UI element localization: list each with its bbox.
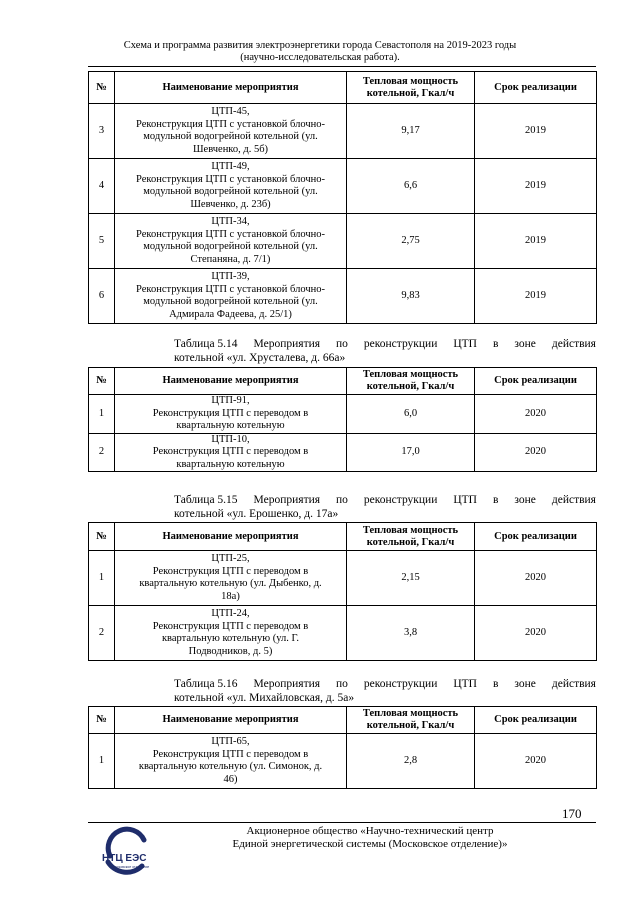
cell-number: 4 [89,159,115,214]
logo-subtext: Московское отделение [112,865,150,869]
cell-name-line: 18а) [221,590,240,602]
cell-number: 5 [89,214,115,269]
caption-table-5-15 [174,493,596,521]
caption-table-5-16 [174,677,596,705]
cell-name-line: Степаняна, д. 7/1) [190,253,271,265]
column-header-power: Тепловая мощность котельной, Гкал/ч [347,72,475,104]
cell-name-line: Реконструкция ЦТП с установкой блочно- [136,228,325,240]
cell-name-line: ЦТП-65, [211,736,250,747]
cell-name-line: Реконструкция ЦТП с установкой блочно- [136,173,325,185]
header-line-2: (научно-исследовательская работа). [240,52,400,63]
cell-name-line: Реконструкция ЦТП с переводом в [152,446,309,457]
caption-line-2: котельной «ул. Михайловская, д. 5а» [174,692,355,704]
caption-word: реконструкции [363,338,438,350]
caption-word: в [492,494,499,506]
cell-number: 1 [89,734,115,789]
cell-number: 2 [89,433,115,472]
cell-name-line: ЦТП-45, [211,106,250,117]
table-5-14 [88,367,597,472]
cell-power: 3,8 [347,606,475,661]
column-header-power: Тепловая мощность котельной, Гкал/ч [347,523,475,551]
cell-name-line: Подводников, д. 5) [188,645,273,657]
caption-word: ЦТП [453,678,477,690]
column-header-name: Наименование мероприятия [115,523,347,551]
cell-name-line: ЦТП-24, [211,608,250,619]
cell-name [115,104,347,159]
column-header-number: № [89,707,115,734]
cell-power: 6,6 [347,159,475,214]
table-5-15 [88,522,597,661]
table-header-row [89,707,597,734]
cell-name [115,395,347,434]
ntc-ees-logo-icon [96,826,168,878]
table-row [89,551,597,606]
cell-name-line: ЦТП-34, [211,216,250,227]
cell-number: 1 [89,395,115,434]
caption-word: ЦТП [453,338,477,350]
caption-word: зоне [514,678,536,690]
column-header-term: Срок реализации [475,72,597,104]
footer-line-2: Единой энергетической системы (Московское отделение)» [232,838,508,850]
cell-power: 2,8 [347,734,475,789]
cell-term: 2019 [475,214,597,269]
cell-name [115,269,347,324]
cell-name-line: Реконструкция ЦТП с переводом в [152,620,309,632]
footer-rule [88,822,596,823]
column-header-number: № [89,523,115,551]
footer-line-1: Акционерное общество «Научно-технический центр [246,825,494,837]
caption-word: Таблица 5.16 [174,678,238,690]
cell-term: 2019 [475,159,597,214]
caption-word: в [492,678,499,690]
cell-name-line: Реконструкция ЦТП с переводом в [152,565,309,577]
caption-word: в [492,338,499,350]
cell-name-line: модульной водогрейной котельной (ул. [143,131,318,142]
caption-word: действия [551,494,596,506]
cell-name-line: ЦТП-25, [211,553,250,564]
page-number: 170 [562,806,582,821]
column-header-name: Наименование мероприятия [115,72,347,104]
caption-word: реконструкции [363,494,438,506]
column-header-term: Срок реализации [475,523,597,551]
cell-name-line: Реконструкция ЦТП с переводом в [152,748,309,760]
caption-word: действия [551,338,596,350]
table-header-row [89,523,597,551]
cell-power: 2,75 [347,214,475,269]
page-footer [200,825,540,851]
cell-power: 2,15 [347,551,475,606]
caption-word: Таблица 5.15 [174,494,238,506]
column-header-number: № [89,368,115,395]
table-row [89,269,597,324]
cell-name-line: квартальную котельную (ул. Дыбенко, д. [139,578,322,589]
cell-number: 6 [89,269,115,324]
cell-name [115,159,347,214]
column-header-name: Наименование мероприятия [115,707,347,734]
column-header-name: Наименование мероприятия [115,368,347,395]
header-rule [88,66,596,67]
table-row [89,159,597,214]
caption-word: по [336,494,348,506]
cell-power: 17,0 [347,433,475,472]
cell-name-line: модульной водогрейной котельной (ул. [143,241,318,252]
caption-line-2: котельной «ул. Ерошенко, д. 17а» [174,508,339,520]
caption-word: действия [551,678,596,690]
cell-name-line: модульной водогрейной котельной (ул. [143,296,318,307]
cell-number: 3 [89,104,115,159]
cell-name-line: Шевченко, д. 23б) [190,198,271,210]
page-header [0,40,640,64]
cell-term: 2020 [475,395,597,434]
cell-name [115,606,347,661]
column-header-power: Тепловая мощность котельной, Гкал/ч [347,368,475,395]
caption-word: Мероприятия [253,338,321,350]
cell-name-line: квартальную котельную (ул. Г. [161,633,300,644]
cell-name-line: Шевченко, д. 5б) [192,143,269,155]
caption-line-1 [174,677,596,691]
cell-name-line: ЦТП-91, [211,395,250,406]
cell-name-line: Адмирала Фадеева, д. 25/1) [169,308,292,320]
cell-name [115,551,347,606]
caption-line-2: котельной «ул. Хрусталева, д. 66а» [174,352,346,364]
cell-name-line: Реконструкция ЦТП с установкой блочно- [136,283,325,295]
table-row [89,395,597,434]
cell-name-line: квартальную котельную (ул. Симонок, д. [138,761,323,772]
cell-term: 2019 [475,104,597,159]
table-row [89,433,597,472]
table-row [89,214,597,269]
cell-name-line: Реконструкция ЦТП с переводом в [152,407,309,419]
cell-name [115,734,347,789]
caption-word: по [336,338,348,350]
caption-table-5-14 [174,337,596,365]
cell-term: 2020 [475,551,597,606]
cell-term: 2020 [475,734,597,789]
cell-term: 2020 [475,606,597,661]
caption-word: Мероприятия [253,494,321,506]
table-continued [88,71,597,324]
header-line-1: Схема и программа развития электроэнергетики города Севастополя на 2019-2023 годы [123,40,517,51]
logo-text: НТЦ ЕЭС [102,853,147,864]
caption-word: реконструкции [363,678,438,690]
caption-word: Мероприятия [253,678,321,690]
cell-number: 2 [89,606,115,661]
caption-word: по [336,678,348,690]
cell-name [115,433,347,472]
column-header-term: Срок реализации [475,368,597,395]
cell-name [115,214,347,269]
cell-number: 1 [89,551,115,606]
table-header-row [89,368,597,395]
table-header-row [89,72,597,104]
caption-line-1 [174,493,596,507]
cell-name-line: модульной водогрейной котельной (ул. [143,186,318,197]
caption-word: ЦТП [453,494,477,506]
table-row [89,606,597,661]
cell-name-line: ЦТП-39, [211,271,250,282]
cell-name-line: 46) [223,773,238,785]
cell-power: 9,17 [347,104,475,159]
caption-word: Таблица 5.14 [174,338,238,350]
table-row [89,734,597,789]
column-header-number: № [89,72,115,104]
caption-line-1 [174,337,596,351]
cell-name-line: Реконструкция ЦТП с установкой блочно- [136,118,325,130]
cell-name-line: квартальную котельную [176,420,285,431]
table-row [89,104,597,159]
caption-word: зоне [514,494,536,506]
table-5-16 [88,706,597,789]
column-header-term: Срок реализации [475,707,597,734]
cell-term: 2020 [475,433,597,472]
cell-name-line: ЦТП-10, [211,433,250,445]
cell-name-line: квартальную котельную [176,458,285,470]
cell-power: 6,0 [347,395,475,434]
cell-term: 2019 [475,269,597,324]
cell-name-line: ЦТП-49, [211,161,250,172]
caption-word: зоне [514,338,536,350]
cell-power: 9,83 [347,269,475,324]
column-header-power: Тепловая мощность котельной, Гкал/ч [347,707,475,734]
